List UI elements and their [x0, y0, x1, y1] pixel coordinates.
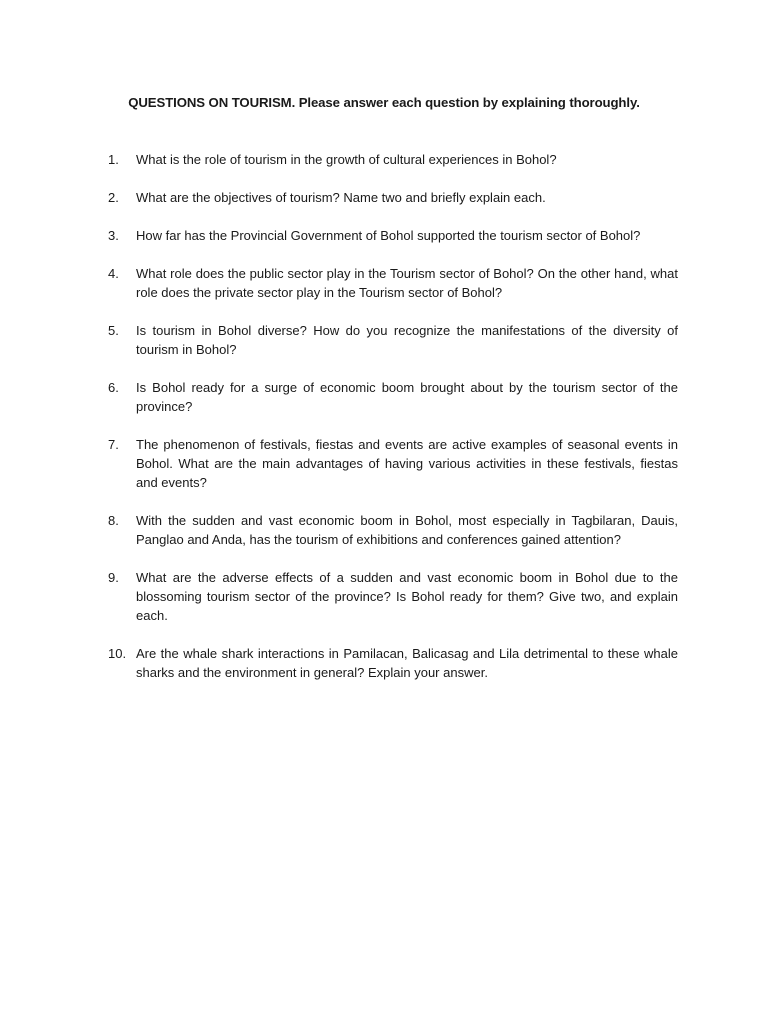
question-text: What are the adverse effects of a sudden and vast economic boom in Bohol due to the blossoming tourism sector of the province? Is Bohol ready for them? Give two, and explain each.: [136, 570, 678, 623]
question-text: Are the whale shark interactions in Pamilacan, Balicasag and Lila detrimental to these whale sharks and the environment in general? Explain your answer.: [136, 646, 678, 680]
question-text: With the sudden and vast economic boom in Bohol, most especially in Tagbilaran, Dauis, Panglao and Anda, has the tourism of exhibitions and conferences gained attention?: [136, 513, 678, 547]
question-item-2: [108, 188, 678, 207]
question-text: Is tourism in Bohol diverse? How do you recognize the manifestations of the diversity of tourism in Bohol?: [136, 323, 678, 357]
question-number: 4.: [108, 266, 119, 281]
question-item-9: [108, 568, 678, 625]
question-item-3: [108, 226, 678, 245]
question-text: What is the role of tourism in the growth of cultural experiences in Bohol?: [136, 152, 557, 167]
question-item-7: [108, 435, 678, 492]
question-text: How far has the Provincial Government of Bohol supported the tourism sector of Bohol?: [136, 228, 641, 243]
question-number: 8.: [108, 513, 119, 528]
question-number: 1.: [108, 152, 119, 167]
question-number: 10.: [108, 646, 127, 661]
document-heading: QUESTIONS ON TOURISM. Please answer each question by explaining thoroughly.: [128, 95, 640, 110]
question-text: What role does the public sector play in the Tourism sector of Bohol? On the other hand, what role does the private sector play in the Tourism sector of Bohol?: [136, 266, 678, 300]
question-text: What are the objectives of tourism? Name two and briefly explain each.: [136, 190, 546, 205]
question-item-8: [108, 511, 678, 549]
question-number: 5.: [108, 323, 119, 338]
question-item-5: [108, 321, 678, 359]
question-item-6: [108, 378, 678, 416]
question-item-10: [108, 644, 678, 682]
question-number: 9.: [108, 570, 119, 585]
question-number: 2.: [108, 190, 119, 205]
question-number: 7.: [108, 437, 119, 452]
question-item-4: [108, 264, 678, 302]
question-text: Is Bohol ready for a surge of economic boom brought about by the tourism sector of the province?: [136, 380, 678, 414]
question-number: 3.: [108, 228, 119, 243]
question-item-1: [108, 150, 678, 169]
question-text: The phenomenon of festivals, fiestas and events are active examples of seasonal events in Bohol. What are the main advantages of having various activities in these festivals, fiestas and events?: [136, 437, 678, 490]
question-number: 6.: [108, 380, 119, 395]
question-list: [108, 150, 678, 701]
